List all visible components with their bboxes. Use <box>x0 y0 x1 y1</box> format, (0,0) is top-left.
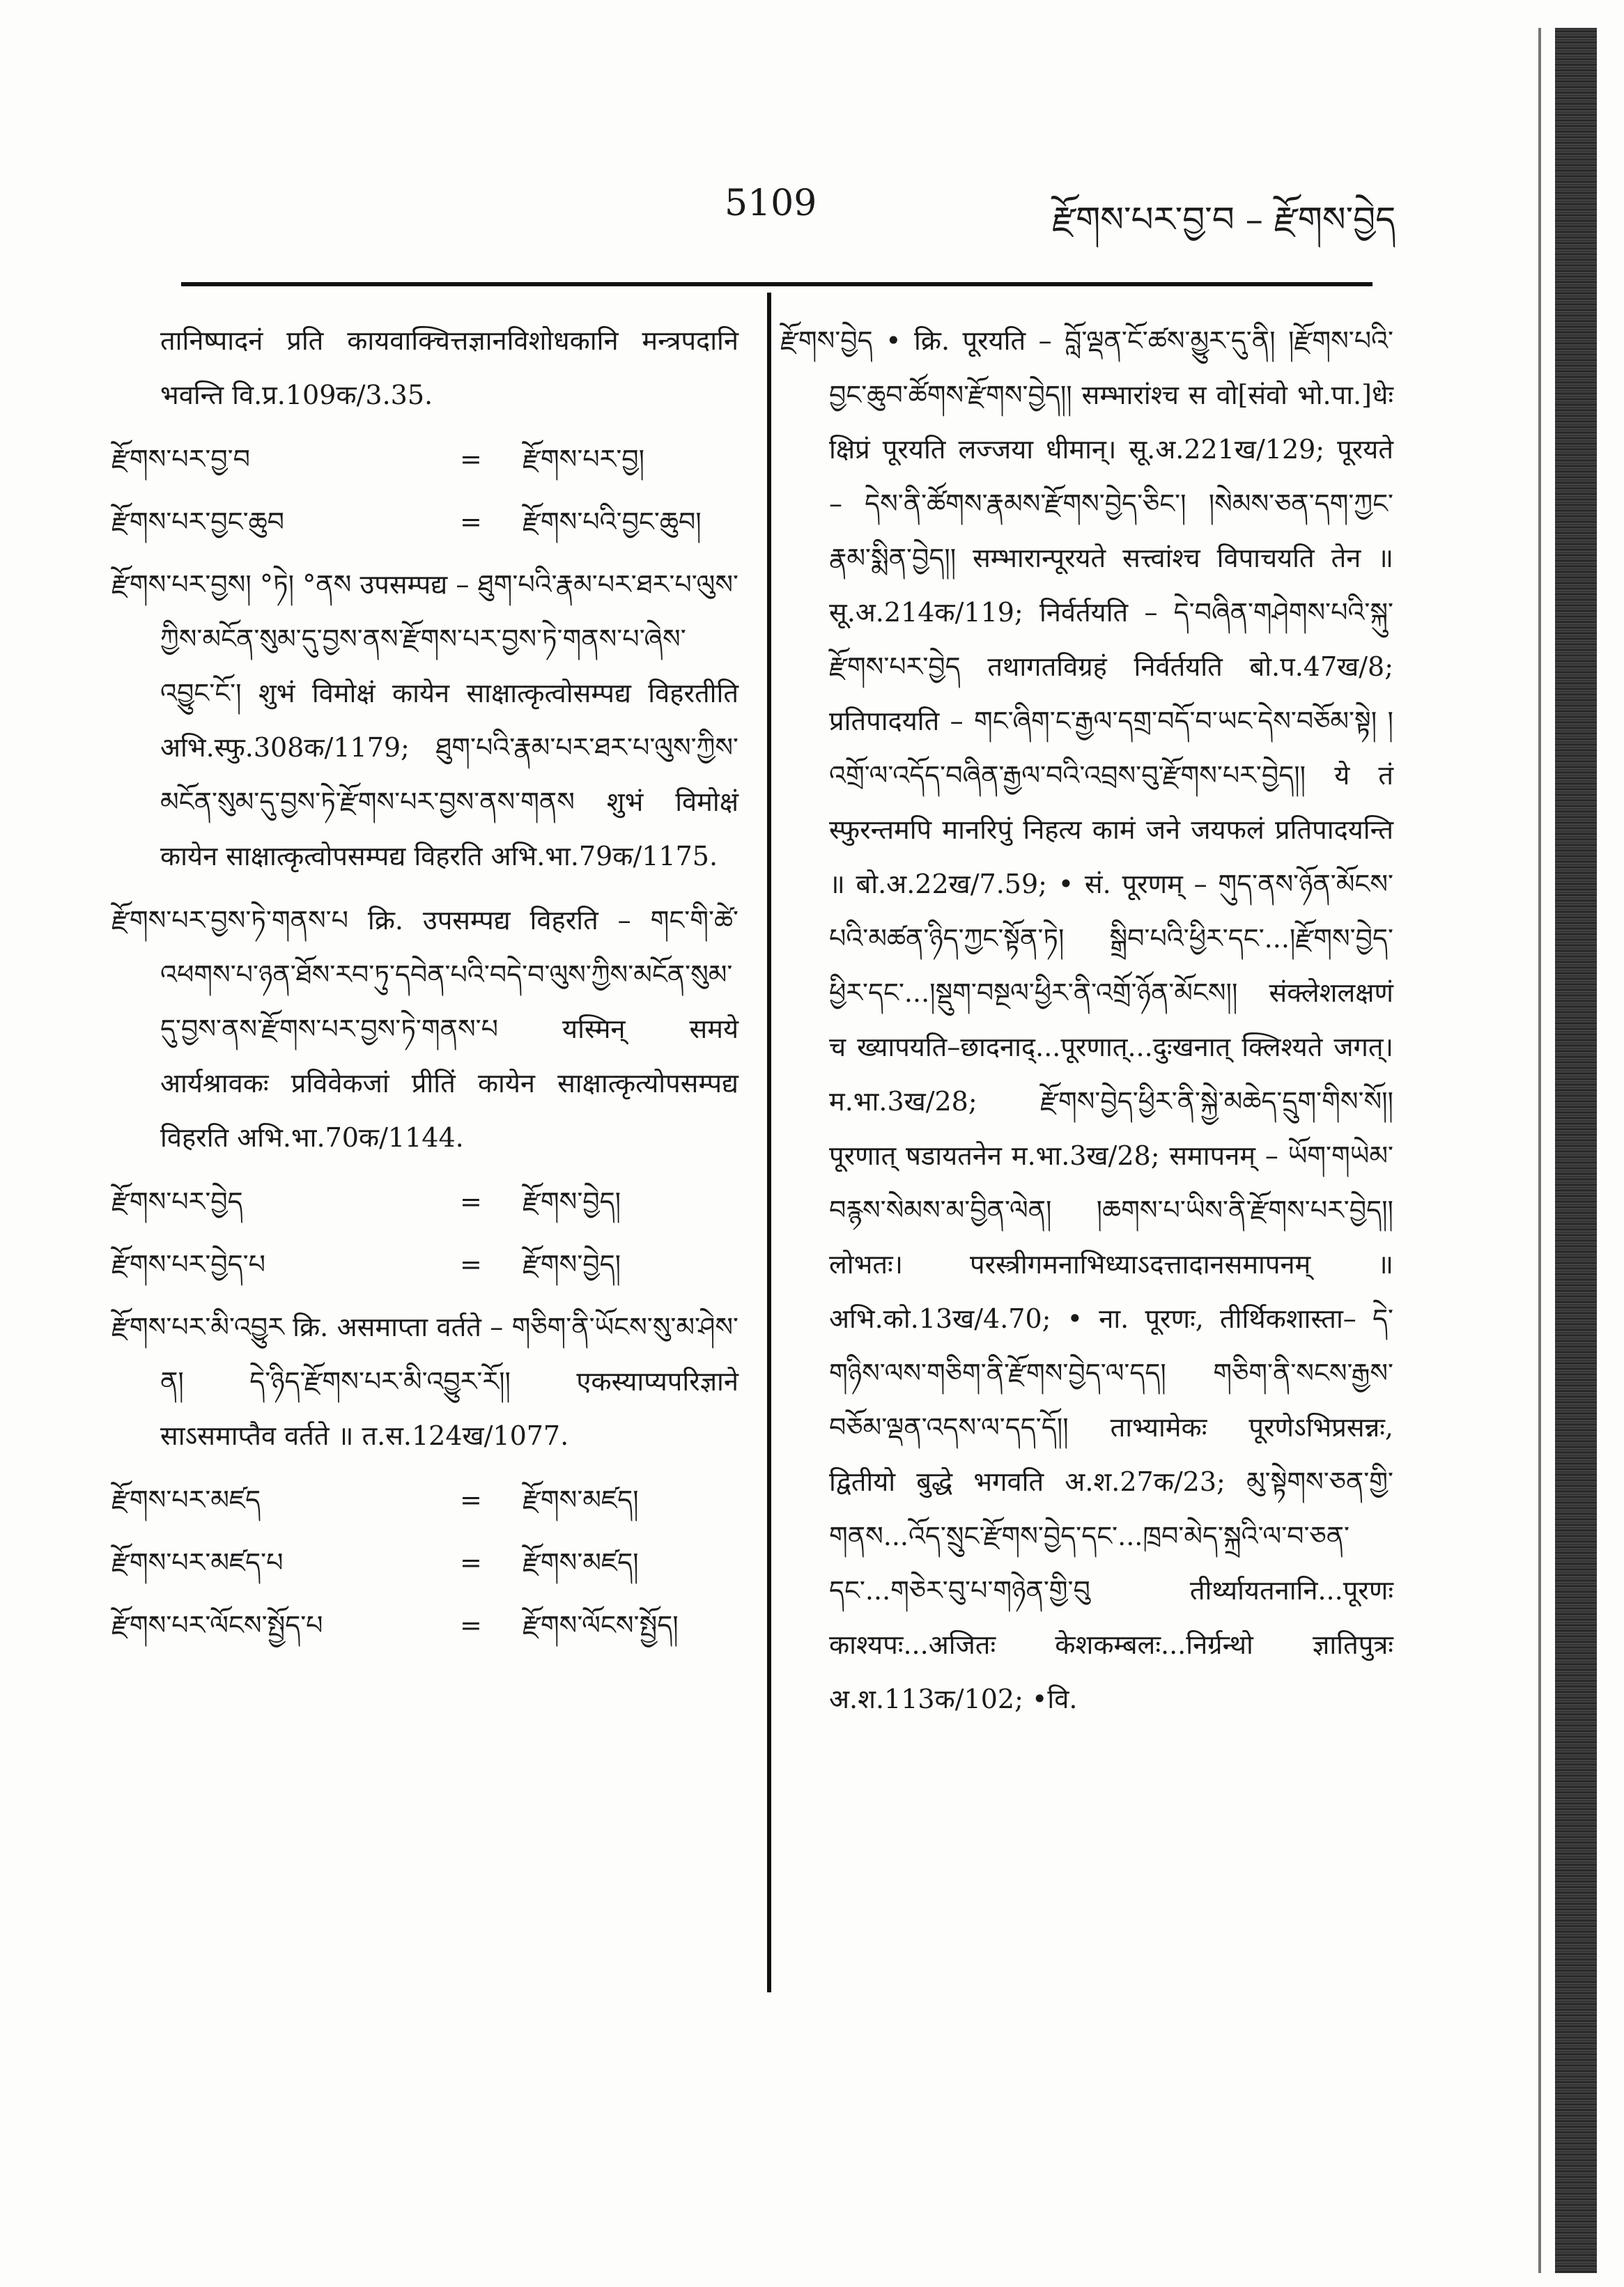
equals-sign: = <box>460 1484 482 1515</box>
equals-sign: = <box>460 444 482 474</box>
headword: རྫོགས་པར་བྱ་བ <box>111 444 251 474</box>
reference-target: རྫོགས་བྱེད། <box>523 1186 621 1217</box>
reference-target: རྫོགས་པའི་བྱང་ཆུབ། <box>523 506 702 537</box>
left-column <box>111 313 738 1661</box>
cross-reference <box>111 1535 738 1590</box>
binding-edge-line <box>1538 28 1541 2273</box>
reference-target: རྫོགས་མཛད། <box>523 1547 639 1578</box>
right-column <box>780 313 1393 1736</box>
page-number: 5109 <box>725 183 817 224</box>
headword: རྫོགས་པར་བྱེད <box>111 1186 243 1217</box>
headword: རྫོགས་པར་བྱང་ཆུབ <box>111 506 284 537</box>
cross-reference <box>111 1174 738 1229</box>
dictionary-entry: རྫོགས་པར་བྱས་ཏེ་གནས་པ क्रि. उपसम्पद्य विहरति – གང་གི་ཚེ་འཕགས་པ་ཉན་ཐོས་རབ་ཏུ་དབེན་པའི་བདེ་བ་ལུས་ཀྱིས་མངོན་སུམ་དུ་བྱས་ནས་རྫོགས་པར་བྱས་ཏེ་གནས་པ यस्मिन् समये आर्यश्रावकः प्रविवेकजां प्रीतिं कायेन साक्षात्कृत्योपसम्पद्य विहरति अभि.भा.70क/1144. <box>111 905 738 1153</box>
equals-sign: = <box>460 506 482 537</box>
equals-sign: = <box>460 1249 482 1280</box>
headword: རྫོགས་པར་ལོངས་སྤྱོད་པ <box>111 1610 323 1641</box>
headword: རྫོགས་པར་བྱེད་པ <box>111 1249 266 1280</box>
reference-target: རྫོགས་བྱེད། <box>523 1249 621 1280</box>
dictionary-entry: རྫོགས་བྱེད • क्रि. पूरयति – བློ་ལྡན་ངོ་ཚས་མྱུར་དུ་ནི། །རྫོགས་པའི་བྱང་ཆུབ་ཚོགས་རྫོགས་བྱེད།། सम्भारांश्च स वो[संवो भो.पा.]धेः क्षिप्रं पूरयति लज्जया धीमान्। सू.अ.221ख/129; पूरयते – དེས་ནི་ཚོགས་རྣམས་རྫོགས་བྱེད་ཅིང་། །སེམས་ཅན་དག་ཀྱང་རྣམ་སྨིན་བྱེད།། सम्भारान्पूरयते सत्त्वांश्च विपाचयति तेन ॥ सू.अ.214क/119; निर्वर्तयति – དེ་བཞིན་གཤེགས་པའི་སྐུ་རྫོགས་པར་བྱེད तथागतविग्रहं निर्वर्तयति बो.प.47ख/8; प्रतिपादयति – གང་ཞིག་ང་རྒྱལ་དགྲ་བདོ་བ་ཡང་དེས་བཅོམ་སྟེ། །འགྲོ་ལ་འདོད་བཞིན་རྒྱལ་བའི་འབྲས་བུ་རྫོགས་པར་བྱེད།། ये तं स्फुरन्तमपि मानरिपुं निहत्य कामं जने जयफलं प्रतिपादयन्ति ॥ बो.अ.22ख/7.59; • सं. पूरणम् – གུད་ནས་ཉོན་མོངས་པའི་མཚན་ཉིད་ཀྱང་སྟོན་ཏེ། སྒྲིབ་པའི་ཕྱིར་དང་...།རྫོགས་བྱེད་ཕྱིར་དང་...།སྡུག་བསྔལ་ཕྱིར་ནི་འགྲོ་ཉོན་མོངས།། संक्लेशलक्षणं च ख्यापयति–छादनाद्...पूरणात्...दुःखनात् क्लिश्यते जगत्। म.भा.3ख/28; རྫོགས་བྱེད་ཕྱིར་ནི་སྐྱེ་མཆེད་དྲུག་གིས་སོ།། पूरणात् षडायतनेन म.भा.3ख/28; समापनम् – ཡོག་གཡེམ་བརྙས་སེམས་མ་བྱིན་ལེན། །ཆགས་པ་ཡིས་ནི་རྫོགས་པར་བྱེད།། लोभतः। परस्त्रीगमनाभिध्याऽदत्तादानसमापनम् ॥ अभि.को.13ख/4.70; • ना. पूरणः, तीर्थिकशास्ता– དེ་གཉིས་ལས་གཅིག་ནི་རྫོགས་བྱེད་ལ་དད། གཅིག་ནི་སངས་རྒྱས་བཅོམ་ལྡན་འདས་ལ་དད་དོ།། ताभ्यामेकः पूरणेऽभिप्रसन्नः, द्वितीयो बुद्धे भगवति अ.श.27क/23; མུ་སྟེགས་ཅན་གྱི་གནས...འོད་སྲུང་རྫོགས་བྱེད་དང་...ཁྲབ་མེད་སྐྲའི་ལ་བ་ཅན་དང་...གཅེར་བུ་པ་གཉེན་གྱི་བུ तीर्थ्यायतनानि...पूरणः काश्यपः...अजितः केशकम्बलः...निर्ग्रन्थो ज्ञातिपुत्रः अ.श.113क/102; •वि. <box>780 325 1393 1714</box>
reference-target: རྫོགས་པར་བྱ། <box>523 444 645 474</box>
column-divider <box>767 293 771 1992</box>
running-head: རྫོགས་པར་བྱ་བ – རྫོགས་བྱེད <box>1052 199 1396 240</box>
entry-continuation: तानिष्पादनं प्रति कायवाक्चित्तज्ञानविशोधकानि मन्त्रपदानि भवन्ति वि.प्र.109क/3.35. <box>160 325 738 410</box>
headword: རྫོགས་པར་མཛད <box>111 1484 261 1515</box>
binding-edge <box>1555 28 1597 2273</box>
headword: རྫོགས་པར་མཛད་པ <box>111 1547 284 1578</box>
equals-sign: = <box>460 1610 482 1641</box>
cross-reference <box>111 432 738 486</box>
reference-target: རྫོགས་ལོངས་སྤྱོད། <box>523 1610 679 1641</box>
cross-reference <box>111 495 738 549</box>
cross-reference <box>111 1237 738 1292</box>
header-rule <box>181 282 1372 286</box>
reference-target: རྫོགས་མཛད། <box>523 1484 639 1515</box>
equals-sign: = <box>460 1547 482 1578</box>
cross-reference <box>111 1598 738 1652</box>
dictionary-entry: རྫོགས་པར་མི་འབྱུར क्रि. असमाप्ता वर्तते – གཅིག་ནི་ཡོངས་སུ་མ་ཤེས་ན། དེ་ཉིད་རྫོགས་པར་མི་འབྱུར་རོ།། एकस्याप्यपरिज्ञाने साऽसमाप्तैव वर्तते ॥ त.स.124ख/1077. <box>111 1312 738 1451</box>
dictionary-entry: རྫོགས་པར་བྱས། °ཏེ། °ནས उपसम्पद्य – ཐུག་པའི་རྣམ་པར་ཐར་པ་ལུས་ཀྱིས་མངོན་སུམ་དུ་བྱས་ནས་རྫོགས་པར་བྱས་ཏེ་གནས་པ་ཞེས་འབྱུང་ངོ་། शुभं विमोक्षं कायेन साक्षात्कृत्वोसम्पद्य विहरतीति अभि.स्फु.308क/1179; ཐུག་པའི་རྣམ་པར་ཐར་པ་ལུས་ཀྱིས་མངོན་སུམ་དུ་བྱས་ཏེ་རྫོགས་པར་བྱས་ནས་གནས शुभं विमोक्षं कायेन साक्षात्कृत्वोपसम्पद्य विहरति अभि.भा.79क/1175. <box>111 569 738 871</box>
equals-sign: = <box>460 1186 482 1217</box>
cross-reference <box>111 1473 738 1527</box>
